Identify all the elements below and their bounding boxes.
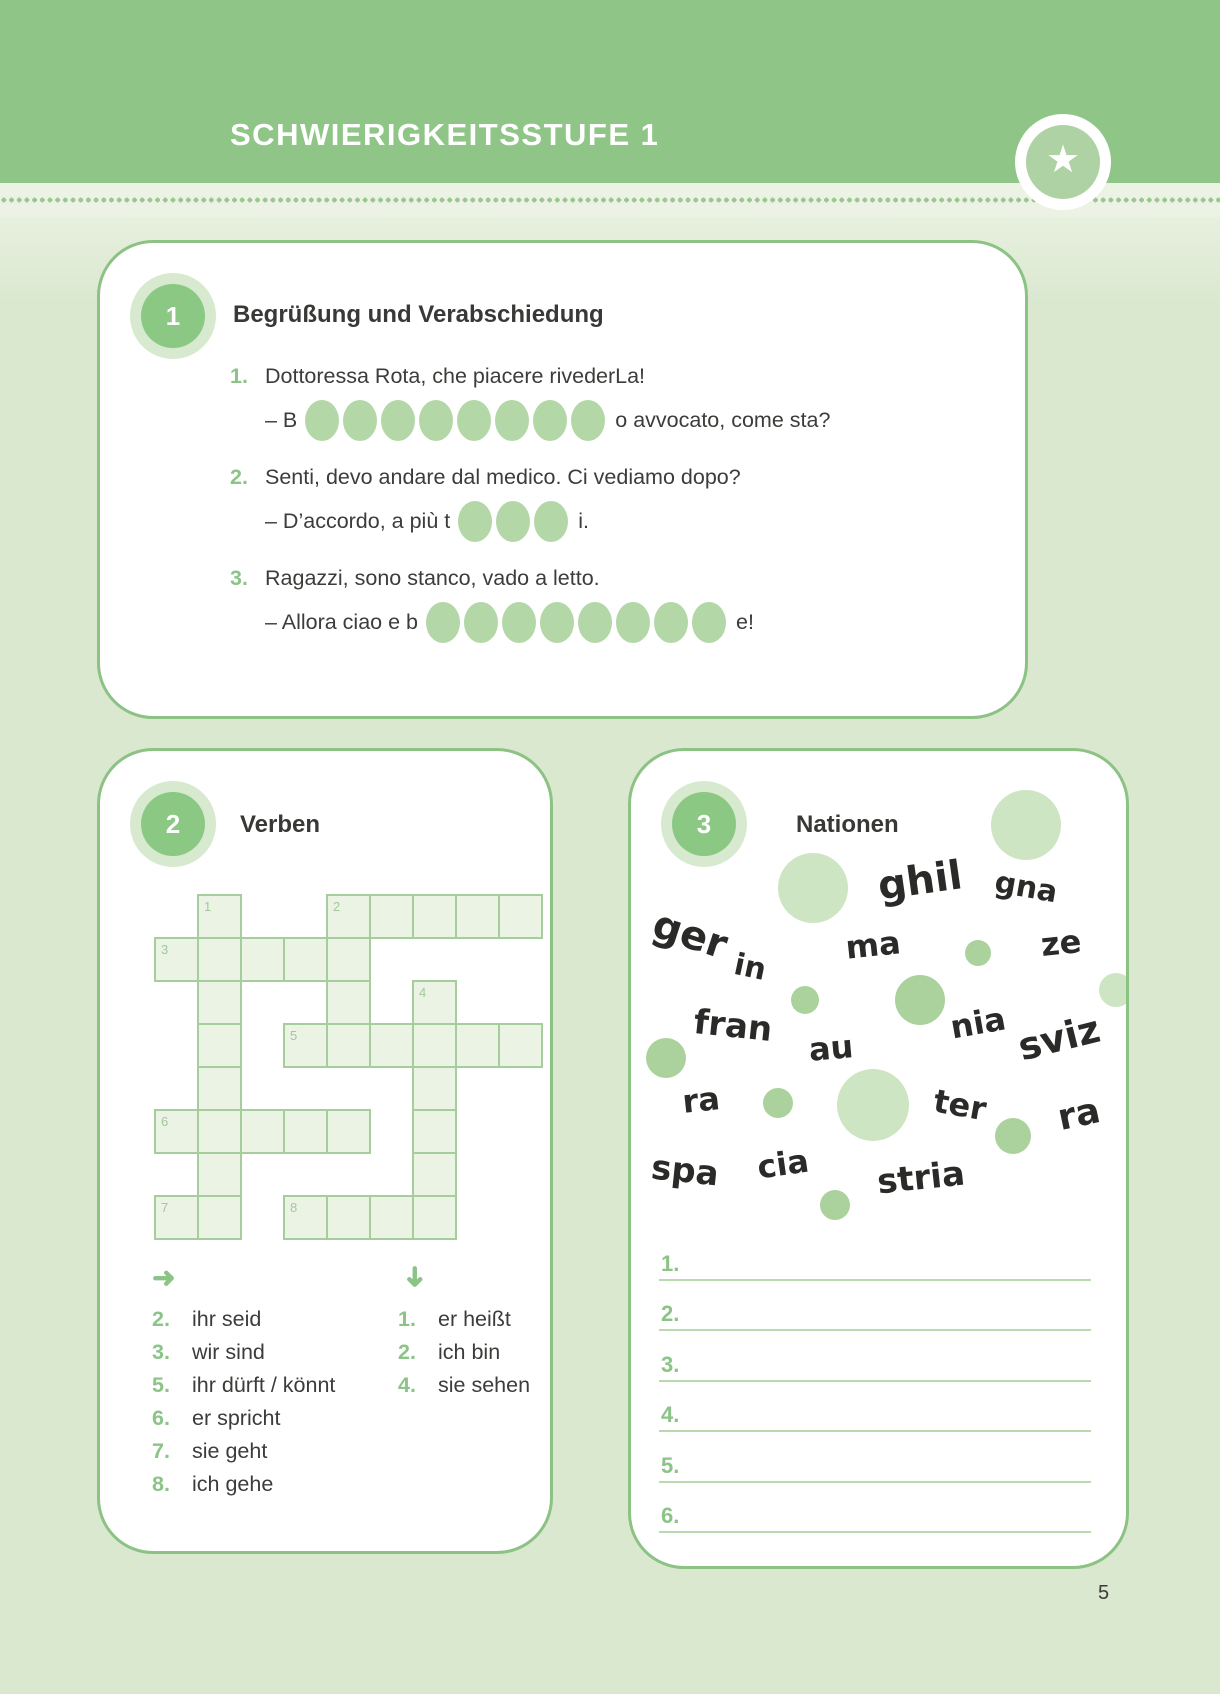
crossword-cell[interactable] <box>283 1109 328 1154</box>
crossword-cell[interactable] <box>197 937 242 982</box>
crossword-cell[interactable] <box>240 1109 285 1154</box>
exercise-1-title: Begrüßung und Verabschiedung <box>233 301 604 328</box>
clue-number: 6. <box>152 1406 170 1430</box>
answer-gap-circle <box>502 602 536 643</box>
statement-text: Dottoressa Rota, che piacere rivederLa! <box>265 364 646 388</box>
answer-line-number: 5. <box>661 1453 680 1478</box>
answer-gap-circle <box>495 400 529 441</box>
crossword-cell[interactable] <box>197 980 242 1025</box>
decorative-circle <box>995 1118 1031 1154</box>
answer-gap-circle <box>496 501 530 542</box>
crossword-cell[interactable] <box>326 1109 371 1154</box>
syllable: cia <box>754 1141 812 1187</box>
answer-line-number: 2. <box>661 1301 680 1326</box>
clue-text: er heißt <box>438 1307 511 1331</box>
answer-gap-circle <box>692 602 726 643</box>
down-clues <box>398 1303 530 1402</box>
syllable: nia <box>947 999 1009 1047</box>
exercise-3-badge <box>661 781 747 867</box>
decorative-circle <box>778 853 848 923</box>
clue-row <box>398 1369 530 1402</box>
decorative-circle <box>991 790 1061 860</box>
crossword-cell[interactable] <box>326 937 371 982</box>
across-clues <box>152 1303 335 1501</box>
answer-gap-circle <box>578 602 612 643</box>
page-title: SCHWIERIGKEITSSTUFE 1 <box>230 117 660 152</box>
syllable: ma <box>843 923 903 967</box>
syllable: in <box>730 947 770 988</box>
statement-text: Ragazzi, sono stanco, vado a letto. <box>265 566 600 590</box>
exercise-3-badge-number: 3 <box>672 792 736 856</box>
item-number: 2. <box>230 465 248 489</box>
answer-gap-circle <box>571 400 605 441</box>
answer-prefix: – D’accordo, a più t <box>265 508 451 533</box>
crossword-cell[interactable] <box>326 1195 371 1240</box>
crossword-cell[interactable] <box>283 1195 328 1240</box>
crossword-cell[interactable] <box>412 1066 457 1111</box>
crossword-cell[interactable] <box>154 1195 199 1240</box>
answer-line[interactable] <box>659 1396 1091 1432</box>
clue-text: ihr dürft / könnt <box>192 1373 336 1397</box>
decorative-circle <box>1099 973 1126 1007</box>
crossword-cell[interactable] <box>412 894 457 939</box>
answer-gap-circle <box>458 501 492 542</box>
syllable: fran <box>691 1001 775 1051</box>
clue-row <box>398 1336 530 1369</box>
answer-line[interactable] <box>659 1346 1091 1382</box>
answer-line-number: 6. <box>661 1503 680 1528</box>
crossword-cell[interactable] <box>283 1023 328 1068</box>
exercise-2-badge <box>130 781 216 867</box>
clue-row <box>152 1402 335 1435</box>
syllable: au <box>807 1027 855 1069</box>
answer-line[interactable] <box>659 1245 1091 1281</box>
answer-gap-circle <box>381 400 415 441</box>
exercise-answer-line <box>265 499 989 543</box>
crossword-cell[interactable] <box>412 1195 457 1240</box>
crossword-cell[interactable] <box>412 1023 457 1068</box>
answer-gap-circle <box>534 501 568 542</box>
clue-text: ihr seid <box>192 1307 262 1331</box>
star-badge-disc <box>1026 125 1100 199</box>
syllable: ghil <box>874 852 966 910</box>
syllable: sviz <box>1013 1006 1105 1070</box>
decorative-circle <box>763 1088 793 1118</box>
clue-number: 8. <box>152 1472 170 1496</box>
crossword-cell[interactable] <box>326 1023 371 1068</box>
exercise-2-badge-number: 2 <box>141 792 205 856</box>
crossword-cell[interactable] <box>197 894 242 939</box>
decorative-circle <box>791 986 819 1014</box>
clue-number: 2. <box>398 1340 416 1364</box>
answer-gap-circle <box>616 602 650 643</box>
statement-text: Senti, devo andare dal medico. Ci vediamo dopo? <box>265 465 741 489</box>
answer-line-number: 3. <box>661 1352 680 1377</box>
crossword-cell[interactable] <box>283 937 328 982</box>
crossword-cell-number: 5 <box>290 1028 298 1043</box>
down-arrow-icon: ➜ <box>400 1265 431 1289</box>
answer-suffix: e! <box>736 609 754 634</box>
star-icon: ★ <box>1045 139 1081 181</box>
answer-gap-circle <box>540 602 574 643</box>
clue-text: ich bin <box>438 1340 501 1364</box>
clue-text: sie sehen <box>438 1373 531 1397</box>
item-number: 1. <box>230 364 248 388</box>
decorative-circle <box>895 975 945 1025</box>
clue-text: er spricht <box>192 1406 281 1430</box>
crossword-cell[interactable] <box>498 894 543 939</box>
exercise-answer-line <box>265 398 989 442</box>
answer-line[interactable] <box>659 1497 1091 1533</box>
answer-gap-circle <box>426 602 460 643</box>
clue-row <box>152 1303 335 1336</box>
crossword-cell[interactable] <box>197 1195 242 1240</box>
crossword-cell-number: 4 <box>419 985 427 1000</box>
exercise-2-card <box>97 748 553 1554</box>
crossword-cell[interactable] <box>455 894 500 939</box>
exercise-statement <box>230 462 989 492</box>
difficulty-star-badge <box>1015 114 1111 210</box>
syllable: ter <box>930 1081 990 1129</box>
syllable: stria <box>875 1153 967 1203</box>
answer-gap-circle <box>343 400 377 441</box>
crossword-cell[interactable] <box>154 937 199 982</box>
crossword-cell-number: 2 <box>333 899 341 914</box>
crossword-cell[interactable] <box>412 980 457 1025</box>
exercise-2-title: Verben <box>240 811 321 838</box>
answer-gap-circle <box>464 602 498 643</box>
clue-row <box>152 1435 335 1468</box>
crossword-cell[interactable] <box>197 1109 242 1154</box>
decorative-circle <box>820 1190 850 1220</box>
exercise-item <box>230 462 989 543</box>
answer-gap-circle <box>654 602 688 643</box>
crossword-cell-number: 1 <box>204 899 212 914</box>
clue-row <box>152 1336 335 1369</box>
syllable: gna <box>991 864 1061 911</box>
crossword-cell[interactable] <box>412 1152 457 1197</box>
answer-line[interactable] <box>659 1447 1091 1483</box>
crossword-cell[interactable] <box>412 1109 457 1154</box>
clue-number: 4. <box>398 1373 416 1397</box>
crossword-cell[interactable] <box>154 1109 199 1154</box>
exercise-3-card <box>628 748 1129 1569</box>
clue-number: 1. <box>398 1307 416 1331</box>
exercise-1-items <box>230 361 989 664</box>
crossword-cell[interactable] <box>498 1023 543 1068</box>
decorative-circle <box>646 1038 686 1078</box>
exercise-1-card <box>97 240 1028 719</box>
exercise-1-badge-number: 1 <box>141 284 205 348</box>
crossword-cell-number: 7 <box>161 1200 169 1215</box>
page-number: 5 <box>1098 1582 1110 1604</box>
answer-line-number: 1. <box>661 1251 680 1276</box>
exercise-1-badge <box>130 273 216 359</box>
decorative-circle <box>965 940 991 966</box>
answer-suffix: o avvocato, come sta? <box>615 407 831 432</box>
answer-gap-circle <box>533 400 567 441</box>
across-arrow-icon: ➜ <box>152 1262 176 1293</box>
crossword-cell[interactable] <box>369 894 414 939</box>
crossword-cell[interactable] <box>369 1023 414 1068</box>
crossword-cell-number: 3 <box>161 942 169 957</box>
clue-text: ich gehe <box>192 1472 274 1496</box>
crossword-cell[interactable] <box>197 1152 242 1197</box>
answer-gap-circle <box>305 400 339 441</box>
crossword-cell[interactable] <box>326 980 371 1025</box>
crossword-grid <box>154 894 543 1240</box>
crossword-cell-number: 6 <box>161 1114 169 1129</box>
syllable: ze <box>1038 921 1084 965</box>
answer-suffix: i. <box>578 508 589 533</box>
exercise-answer-line <box>265 600 989 644</box>
crossword-cell[interactable] <box>455 1023 500 1068</box>
clue-number: 7. <box>152 1439 170 1463</box>
answer-prefix: – Allora ciao e b <box>265 609 418 634</box>
exercise-statement <box>230 563 989 593</box>
clue-number: 2. <box>152 1307 170 1331</box>
syllable: spa <box>649 1147 721 1195</box>
answer-gap-circle <box>457 400 491 441</box>
exercise-statement <box>230 361 989 391</box>
item-number: 3. <box>230 566 248 590</box>
decorative-circle <box>837 1069 909 1141</box>
syllable: ra <box>1054 1090 1104 1139</box>
clue-row <box>398 1303 530 1336</box>
syllable-cloud <box>631 751 1126 1566</box>
clue-text: sie geht <box>192 1439 268 1463</box>
clue-number: 3. <box>152 1340 170 1364</box>
clue-row <box>152 1369 335 1402</box>
clue-row <box>152 1468 335 1501</box>
answer-line[interactable] <box>659 1295 1091 1331</box>
exercise-item <box>230 361 989 442</box>
answer-line-number: 4. <box>661 1402 680 1427</box>
crossword-cell[interactable] <box>369 1195 414 1240</box>
clue-text: wir sind <box>192 1340 265 1364</box>
answer-prefix: – B <box>265 407 298 432</box>
clue-number: 5. <box>152 1373 170 1397</box>
crossword-cell[interactable] <box>197 1066 242 1111</box>
crossword-cell-number: 8 <box>290 1200 298 1215</box>
exercise-item <box>230 563 989 644</box>
answer-gap-circle <box>419 400 453 441</box>
crossword-cell[interactable] <box>197 1023 242 1068</box>
exercise-3-title: Nationen <box>796 811 899 838</box>
syllable: ger <box>646 901 734 969</box>
syllable: ra <box>680 1079 722 1121</box>
crossword-cell[interactable] <box>326 894 371 939</box>
crossword-cell[interactable] <box>240 937 285 982</box>
